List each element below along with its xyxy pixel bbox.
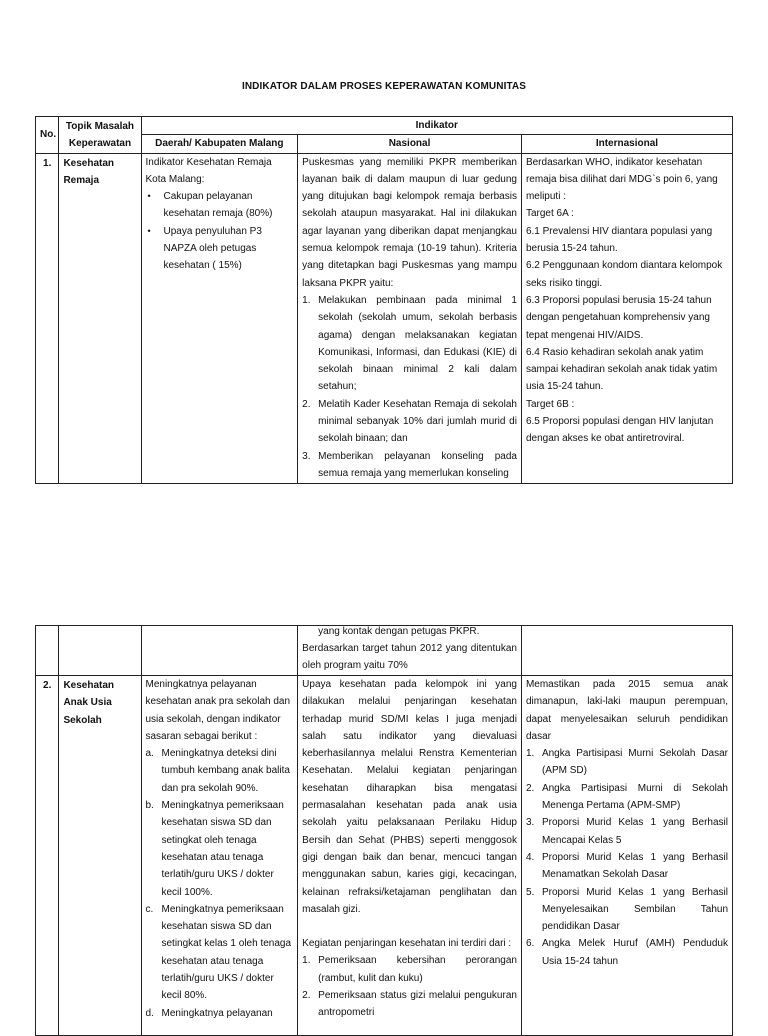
header-nasional: Nasional <box>298 135 522 153</box>
empty-cell <box>141 626 298 676</box>
intl-line: 6.3 Proporsi populasi berusia 15-24 tahun dengan pengetahuan komprehensiv yang tepat mengenai HIV/AIDS. <box>525 294 712 341</box>
topic-cell: Kesehatan Anak Usia Sekolah <box>59 676 141 1036</box>
header-topik: Topik Masalah Keperawatan <box>59 117 141 154</box>
intl-line: Target 6B : <box>525 398 575 410</box>
empty-cell <box>59 626 141 676</box>
list-item: 3. Memberikan pelayanan konseling pada semua remaja yang memerlukan konseling <box>302 450 517 479</box>
header-daerah: Daerah/ Kabupaten Malang <box>141 135 298 153</box>
indicator-table-page2 <box>35 625 733 1036</box>
intl-line: 6.5 Proporsi populasi dengan HIV lanjutan dengan akses ke obat antiretroviral. <box>525 416 714 445</box>
daerah-intro: Indikator Kesehatan Remaja Kota Malang: <box>145 156 272 185</box>
daerah-intro: Meningkatnya pelayanan kesehatan anak pra sekolah dan usia sekolah, dengan indikator sasaran sebagai berikut : <box>145 679 291 742</box>
intl-line: 6.2 Penggunaan kondom diantara kelompok seks risiko tinggi. <box>525 260 723 289</box>
list-item: 5. Proporsi Murid Kelas 1 yang Berhasil Menyelesaikan Sembilan Tahun pendidikan Dasar <box>525 886 728 933</box>
list-item: d. Meningkatnya pelayanan <box>145 1007 273 1019</box>
list-item: 1. Angka Partisipasi Murni Sekolah Dasar (APM SD) <box>525 748 728 777</box>
nasional-cont-cell <box>298 626 522 676</box>
topic-cell: Kesehatan Remaja <box>59 153 141 483</box>
header-indikator: Indikator <box>141 117 733 135</box>
internasional-cell <box>521 676 732 1036</box>
nasional-cell <box>298 153 522 483</box>
empty-cell <box>36 626 59 676</box>
list-item: 1. Melakukan pembinaan pada minimal 1 sekolah (sekolah umum, sekolah berbasis agama) dengan melaksanakan kegiatan Komunikasi, Informasi, dan Edukasi (KIE) di sekolah binaan minimal 2 kali dalam setahun; <box>302 294 517 393</box>
nasional-cont: yang kontak dengan petugas PKPR. <box>318 626 480 637</box>
daerah-cell <box>141 676 298 1036</box>
nasional-target: Berdasarkan target tahun 2012 yang ditentukan oleh program yaitu 70% <box>302 643 517 671</box>
document-title: INDIKATOR DALAM PROSES KEPERAWATAN KOMUNITAS <box>241 81 527 92</box>
table-row <box>36 676 733 1036</box>
list-item: • Upaya penyuluhan P3 NAPZA oleh petugas kesehatan ( 15%) <box>147 225 262 272</box>
list-item: 2. Melatih Kader Kesehatan Remaja di sekolah minimal sebanyak 10% dari jumlah murid di sekolah binaan; dan <box>302 398 517 445</box>
header-no: No. <box>36 117 59 154</box>
row-number: 1. <box>36 153 59 483</box>
list-item: b. Meningkatnya pemeriksaan kesehatan siswa SD dan setingkat oleh tenaga kesehatan atau tenaga terlatih/guru UKS / dokter kecil 100%. <box>145 800 284 898</box>
table-row <box>36 626 733 676</box>
table-row <box>36 153 733 483</box>
intl-line: Target 6A : <box>525 208 574 220</box>
indicator-table-page1 <box>35 116 733 484</box>
intl-line: Berdasarkan WHO, indikator kesehatan remaja bisa dilihat dari MDG`s poin 6, yang meliputi : <box>525 156 718 203</box>
nasional-intro: Puskesmas yang memiliki PKPR memberikan layanan baik di dalam maupun di luar gedung yang ditujukan bagi kelompok remaja berbasis sekolah ataupun masyarakat. Hal ini dilakukan agar layanan yang diberikan dapat menjangkau semua kelompok remaja (10-19 tahun). Kriteria yang ditetapkan bagi Puskesmas yang mampu laksana PKPR yaitu: <box>302 156 517 289</box>
internasional-cell <box>521 153 732 483</box>
empty-cell <box>521 626 732 676</box>
header-internasional: Internasional <box>521 135 732 153</box>
intl-line: 6.4 Rasio kehadiran sekolah anak yatim sampai kehadiran sekolah anak tidak yatim usia 15-24 tahun. <box>525 346 718 393</box>
list-item: • Cakupan pelayanan kesehatan remaja (80%) <box>147 191 273 220</box>
nasional-sub: Kegiatan penjaringan kesehatan ini terdiri dari : <box>302 938 512 950</box>
daerah-cell <box>141 153 298 483</box>
list-item: c. Meningkatnya pemeriksaan kesehatan siswa SD dan setingkat kelas 1 oleh tenaga kesehatan atau tenaga terlatih/guru UKS / dokter kecil 80%. <box>145 903 292 1002</box>
row-number: 2. <box>36 676 59 1036</box>
list-item: 1. Pemeriksaan kebersihan perorangan (rambut, kulit dan kuku) <box>302 955 517 984</box>
intl-intro: Memastikan pada 2015 semua anak dimanapun, laki-laki maupun perempuan, dapat menyelesaikan seluruh pendidikan dasar <box>525 679 728 742</box>
list-item: 4. Proporsi Murid Kelas 1 yang Berhasil Menamatkan Sekolah Dasar <box>525 851 728 881</box>
nasional-intro: Upaya kesehatan pada kelompok ini yang dilakukan melalui penjaringan kesehatan terhadap murid SD/MI kelas I juga menjadi salah satu indikator yang dievaluasi keberhasilannya melalui Renstra Kementerian Kesehatan. Melalui kegiatan penjaringan kesehatan diharapkan bisa mengatasi permasalahan kesehatan pada anak usia sekolah yaitu pelaksanaan Perilaku Hidup Bersih dan Sehat (PHBS) seperti menggosok gigi dengan baik dan benar, mencuci tangan menggunakan sabun, karies gigi, kecacingan, kelainan refraksi/ketajaman penglihatan dan masalah gizi. <box>302 679 517 915</box>
list-item: 2. Pemeriksaan status gizi melalui pengukuran antropometri <box>302 990 517 1019</box>
list-item: 2. Angka Partisipasi Murni di Sekolah Menenga Pertama (APM-SMP) <box>525 782 728 812</box>
list-item: 6. Angka Melek Huruf (AMH) Penduduk Usia 15-24 tahun <box>525 938 728 967</box>
list-item: 3. Proporsi Murid Kelas 1 yang Berhasil Mencapai Kelas 5 <box>525 817 728 846</box>
list-item: a. Meningkatnya deteksi dini tumbuh kembang anak balita dan pra sekolah 90%. <box>145 748 290 794</box>
nasional-cell <box>298 676 522 1036</box>
intl-line: 6.1 Prevalensi HIV diantara populasi yang berusia 15-24 tahun. <box>525 225 713 255</box>
